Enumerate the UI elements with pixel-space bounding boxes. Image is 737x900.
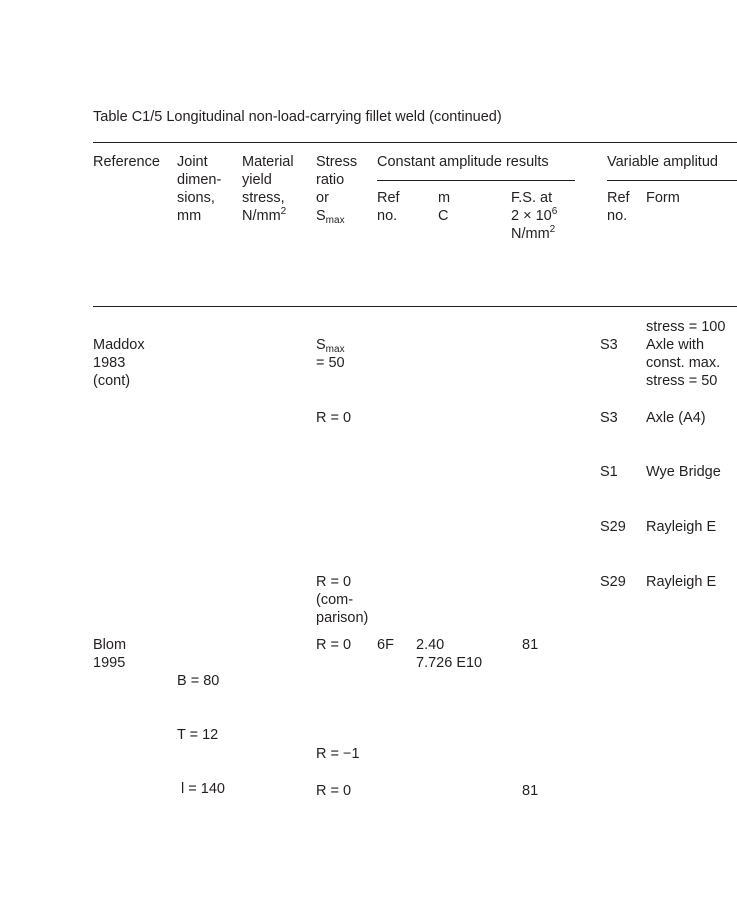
row5-stress: R = 0 xyxy=(316,637,352,653)
header-variable-amplitude: Variable amplitud xyxy=(607,154,718,170)
row0-form: stress = 100 Axle with const. max. stress = 50 xyxy=(646,319,726,389)
header-material: Material yield stress, $N/mm^2$ xyxy=(242,154,294,224)
row0-stress: $S_{max}$ = 50 xyxy=(316,337,345,371)
row5-ca-ref: 6F xyxy=(377,637,394,653)
variable-group-rule xyxy=(607,180,737,181)
row5-joint: B = 80 T = 12 l = 140 xyxy=(177,673,225,797)
row1-va-ref: S3 xyxy=(600,410,618,426)
row2-va-ref: S1 xyxy=(600,464,618,480)
header-ca-fs: F.S. at $2 \times 10^6$ $N/mm^2$ xyxy=(511,190,558,242)
row5-reference: Blom 1995 xyxy=(93,637,127,671)
row1-form: Axle (A4) xyxy=(646,410,706,426)
header-va-ref: Ref no. xyxy=(607,190,630,224)
row3-form: Rayleigh E xyxy=(646,519,717,535)
header-ca-m: m C xyxy=(438,190,451,224)
row6-stress: R = −1 xyxy=(316,746,360,762)
header-va-form: Form xyxy=(646,190,680,206)
row0-reference: Maddox 1983 (cont) xyxy=(93,337,145,389)
row5-ca-m: 2.40 7.726 E10 xyxy=(416,637,483,671)
row7-fs: 81 xyxy=(522,783,539,799)
header-stress: Stress ratio or $S_{max}$ xyxy=(316,154,358,226)
header-constant-amplitude: Constant amplitude results xyxy=(377,154,549,170)
constant-group-rule xyxy=(377,180,575,181)
row2-form: Wye Bridge xyxy=(646,464,721,480)
row0-va-ref: S3 xyxy=(600,337,618,353)
header-joint: Joint dimen- sions, mm xyxy=(177,154,222,224)
table-title: Table C1/5 Longitudinal non-load-carrying fillet weld (continued) xyxy=(93,109,502,125)
row7-stress: R = 0 xyxy=(316,783,352,799)
row4-stress: R = 0 (com- parison) xyxy=(316,574,369,626)
top-rule xyxy=(93,142,737,143)
header-ca-ref: Ref no. xyxy=(377,190,400,224)
row5-fs: 81 xyxy=(522,637,539,653)
header-rule xyxy=(93,306,737,307)
row1-stress: R = 0 xyxy=(316,410,352,426)
row4-va-ref: S29 xyxy=(600,574,626,590)
row4-form: Rayleigh E xyxy=(646,574,717,590)
row3-va-ref: S29 xyxy=(600,519,626,535)
header-reference: Reference xyxy=(93,154,160,170)
